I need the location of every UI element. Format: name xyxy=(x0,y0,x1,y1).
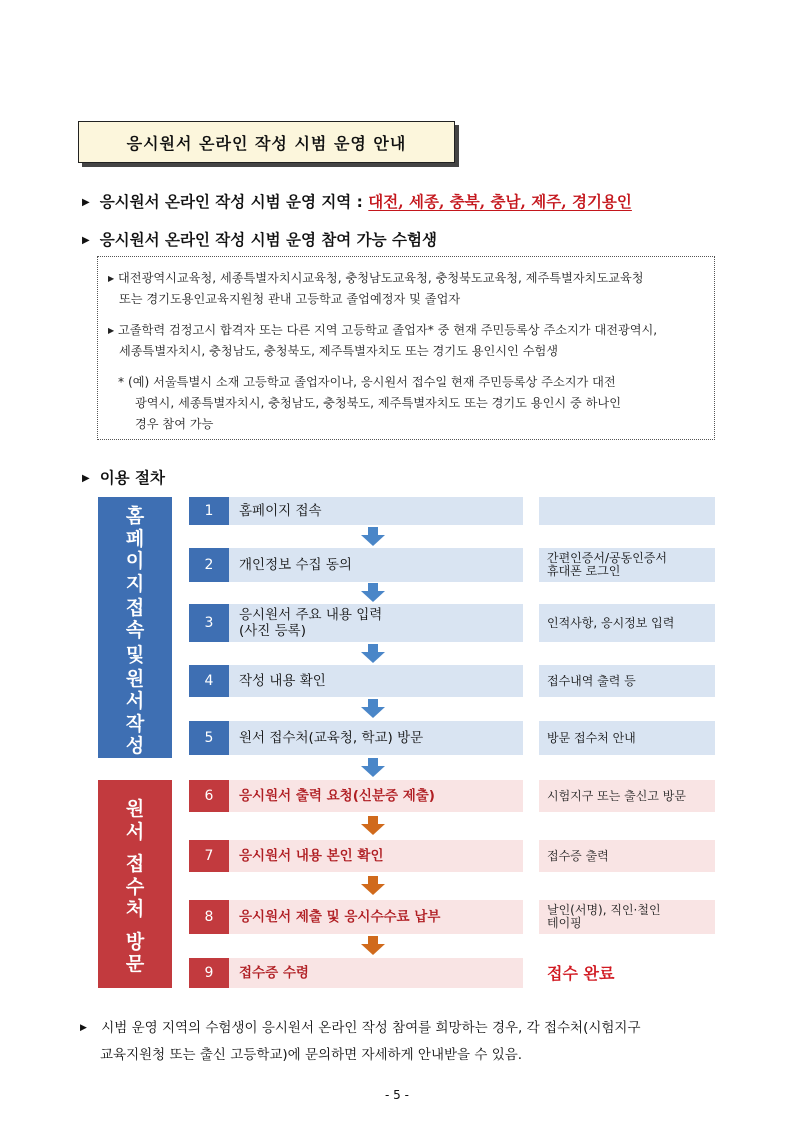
eligible-note-3: 경우 참여 가능 xyxy=(135,417,214,431)
eligible-heading xyxy=(82,228,437,250)
down-arrow-icon xyxy=(361,876,385,896)
page-title: 응시원서 온라인 작성 시범 운영 안내 xyxy=(78,121,455,163)
group-label-char: 성 xyxy=(125,735,145,758)
step-detail-8: 날인(서명), 직인·철인 테이핑 xyxy=(539,900,715,934)
step-detail-1 xyxy=(539,497,715,525)
step-text-3: 응시원서 주요 내용 입력 (사진 등록) xyxy=(229,604,523,642)
step-text-8: 응시원서 제출 및 응시수수료 납부 xyxy=(229,900,523,934)
group-label-char: 접 xyxy=(125,596,145,619)
group-label-char: 작 xyxy=(125,712,145,735)
step-text-6: 응시원서 출력 요청(신분증 제출) xyxy=(229,780,523,812)
down-arrow-icon xyxy=(361,527,385,547)
group-label-char: 홈 xyxy=(125,505,145,527)
step-detail-2: 간편인증서/공동인증서 휴대폰 로그인 xyxy=(539,548,715,582)
eligible-note-1: * (예) 서울특별시 소재 고등학교 졸업자이나, 응시원서 접수일 현재 주민등록상 주소지가 대전 xyxy=(118,375,616,389)
procedure-label: 이용 절차 xyxy=(99,469,165,487)
eligible-label: 응시원서 온라인 작성 시범 운영 참여 가능 수험생 xyxy=(99,231,437,249)
eligible-note-2: 광역시, 세종특별자치시, 충청남도, 충청북도, 제주특별자치도 또는 경기도 용인시 중 하나인 xyxy=(135,396,621,410)
step-number-7: 7 xyxy=(189,840,229,872)
step-detail-9: 접수 완료 xyxy=(539,958,715,988)
step-number-9: 9 xyxy=(189,958,229,988)
step-number-5: 5 xyxy=(189,721,229,755)
step-detail-6: 시험지구 또는 출신고 방문 xyxy=(539,780,715,812)
step-detail-3: 인적사항, 응시정보 입력 xyxy=(539,604,715,642)
triangle-bullet-icon: ▶ xyxy=(82,235,90,246)
step-text-2: 개인정보 수집 동의 xyxy=(229,548,523,582)
page-number: - 5 - xyxy=(385,1088,409,1102)
group-label-char: 문 xyxy=(125,953,145,975)
footer-note: ▶ 시범 운영 지역의 수험생이 응시원서 온라인 작성 참여를 희망하는 경우, 각 접수처(시험지구 교육지원청 또는 출신 고등학교)에 문의하면 자세하게 안내받을 수 있음. xyxy=(80,1020,641,1063)
step-text-1: 홈페이지 접속 xyxy=(229,497,523,525)
region-value: 대전, 세종, 충북, 충남, 제주, 경기용인 xyxy=(368,192,632,211)
group-label-char: 방 xyxy=(125,930,145,953)
group-label-homepage xyxy=(98,497,172,758)
group-label-char: 지 xyxy=(125,572,145,595)
step-text-4: 작성 내용 확인 xyxy=(229,665,523,697)
procedure-heading xyxy=(82,466,165,488)
group-label-char: 원 xyxy=(125,667,145,690)
step-number-2: 2 xyxy=(189,548,229,582)
eligible-item-2-cont: 세종특별자치시, 충청남도, 충청북도, 제주특별자치도 또는 경기도 용인시인 수험생 xyxy=(119,344,559,358)
group-label-char: 원 xyxy=(125,798,145,820)
group-label-char: 수 xyxy=(125,875,145,898)
region-label: 응시원서 온라인 작성 시범 운영 지역 : xyxy=(99,193,363,211)
eligible-info-box xyxy=(97,256,715,440)
triangle-bullet-icon: ▶ xyxy=(80,1023,87,1033)
down-arrow-icon xyxy=(361,644,385,664)
step-number-8: 8 xyxy=(189,900,229,934)
step-text-9: 접수증 수령 xyxy=(229,958,523,988)
group-label-char: 접 xyxy=(125,853,145,875)
group-label-char: 페 xyxy=(125,527,145,550)
group-label-char: 이 xyxy=(125,550,145,572)
group-label-char: 속 xyxy=(125,619,145,642)
down-arrow-icon xyxy=(361,583,385,603)
step-detail-5: 방문 접수처 안내 xyxy=(539,721,715,755)
step-text-7: 응시원서 내용 본인 확인 xyxy=(229,840,523,872)
step-number-4: 4 xyxy=(189,665,229,697)
step-detail-7: 접수증 출력 xyxy=(539,840,715,872)
down-arrow-icon xyxy=(361,816,385,836)
region-line xyxy=(82,190,632,212)
step-number-3: 3 xyxy=(189,604,229,642)
group-label-char: 서 xyxy=(125,820,145,843)
step-text-5: 원서 접수처(교육청, 학교) 방문 xyxy=(229,721,523,755)
eligible-item-1: ▶ 대전광역시교육청, 세종특별자치시교육청, 충청남도교육청, 충청북도교육청, 제주특별자치도교육청 xyxy=(108,271,644,285)
step-detail-4: 접수내역 출력 등 xyxy=(539,665,715,697)
down-arrow-icon xyxy=(361,936,385,956)
step-number-6: 6 xyxy=(189,780,229,812)
down-arrow-icon xyxy=(361,699,385,719)
step-number-1: 1 xyxy=(189,497,229,525)
group-label-char: 및 xyxy=(125,643,145,666)
down-arrow-icon xyxy=(361,758,385,778)
group-label-visit xyxy=(98,780,172,988)
eligible-item-2: ▶ 고졸학력 검정고시 합격자 또는 다른 지역 고등학교 졸업자* 중 현재 주민등록상 주소지가 대전광역시, xyxy=(108,323,658,337)
group-label-char: 처 xyxy=(125,898,145,920)
group-label-char: 서 xyxy=(125,690,145,713)
triangle-bullet-icon: ▶ xyxy=(82,473,90,484)
triangle-bullet-icon: ▶ xyxy=(82,197,90,208)
eligible-item-1-cont: 또는 경기도용인교육지원청 관내 고등학교 졸업예정자 및 졸업자 xyxy=(119,292,461,306)
